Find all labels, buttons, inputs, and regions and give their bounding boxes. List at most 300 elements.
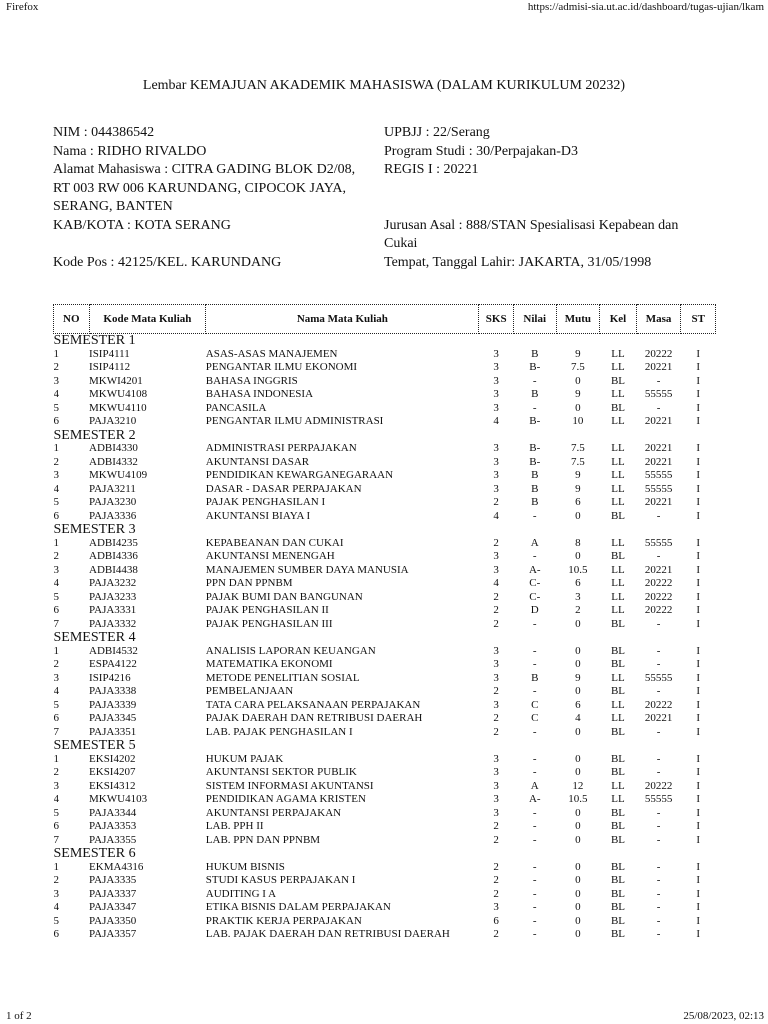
kodepos-field: Kode Pos : 42125/KEL. KARUNDANG	[53, 254, 282, 270]
row-no: 7	[53, 725, 59, 738]
row-nilai: -	[532, 617, 537, 630]
row-nama: MANAJEMEN SUMBER DAYA MANUSIA	[205, 563, 409, 576]
row-sks: 3	[493, 374, 499, 387]
row-no: 4	[53, 388, 59, 400]
row-nama: PAJAK PENGHASILAN III	[205, 617, 333, 630]
row-mutu: 0	[575, 509, 581, 522]
nama-field: Nama : RIDHO RIVALDO	[53, 143, 207, 159]
table-row	[54, 915, 716, 929]
row-masa: -	[656, 860, 661, 873]
header-masa: Masa	[636, 305, 681, 334]
print-header	[6, 1, 764, 13]
row-mutu: 0	[575, 617, 581, 630]
document-title: Lembar KEMAJUAN AKADEMIK MAHASISWA (DALAM KURIKULUM 20232)	[142, 78, 626, 93]
semester-header-row	[54, 847, 716, 861]
spacer	[384, 180, 719, 217]
row-no: 1	[53, 347, 59, 360]
row-nama: AKUNTANSI DASAR	[205, 455, 310, 468]
row-masa: 20221	[644, 442, 673, 454]
row-masa: -	[656, 658, 661, 670]
row-no: 1	[53, 644, 59, 657]
table-row	[54, 807, 716, 821]
row-no: 2	[53, 874, 59, 886]
row-st: I	[696, 887, 701, 900]
row-kode: ADBI4332	[89, 455, 138, 468]
row-kel: LL	[611, 415, 625, 427]
row-nama: LAB. PAJAK PENGHASILAN I	[205, 725, 353, 738]
row-sks: 3	[493, 779, 499, 792]
row-kel: LL	[611, 361, 625, 373]
row-nilai: A	[530, 536, 539, 549]
row-nilai: -	[532, 928, 537, 940]
row-kel: BL	[610, 725, 626, 738]
row-mutu: 10.5	[568, 793, 588, 805]
row-nilai: -	[532, 401, 537, 414]
row-mutu: 0	[575, 725, 581, 738]
row-st: I	[696, 806, 701, 819]
jurusan-line-2: Cukai	[384, 236, 418, 251]
row-nilai: B-	[529, 455, 541, 468]
row-masa: -	[656, 901, 661, 913]
row-nilai: -	[532, 509, 537, 522]
row-no: 6	[53, 820, 59, 832]
table-row	[54, 753, 716, 767]
row-no: 5	[53, 590, 59, 603]
row-mutu: 0	[575, 820, 581, 832]
semester-label: SEMESTER 6	[53, 847, 136, 861]
row-kode: ADBI4235	[89, 536, 138, 549]
row-kel: LL	[611, 482, 625, 495]
row-no: 3	[53, 671, 59, 684]
row-st: I	[696, 779, 701, 792]
row-kel: BL	[610, 509, 626, 522]
row-no: 2	[53, 550, 59, 562]
row-sks: 4	[493, 577, 499, 589]
row-st: I	[696, 374, 701, 387]
row-st: I	[696, 658, 701, 670]
row-kode: ESPA4122	[89, 658, 137, 670]
row-nama: HUKUM BISNIS	[205, 860, 285, 873]
row-mutu: 0	[575, 752, 581, 765]
row-nama: TATA CARA PELAKSANAAN PERPAJAKAN	[205, 698, 421, 711]
table-row	[54, 483, 716, 497]
row-st: I	[696, 698, 701, 711]
table-row	[54, 928, 716, 942]
row-nilai: C-	[529, 577, 541, 589]
row-sks: 2	[493, 496, 499, 508]
row-nama: AKUNTANSI BIAYA I	[205, 509, 311, 522]
row-kel: BL	[610, 860, 626, 873]
row-sks: 2	[493, 604, 499, 616]
row-masa: -	[656, 833, 661, 846]
table-header-row	[54, 305, 716, 334]
row-nilai: D	[530, 604, 539, 616]
row-st: I	[696, 442, 701, 454]
row-mutu: 10	[572, 415, 584, 427]
row-no: 3	[53, 563, 59, 576]
row-mutu: 0	[575, 374, 581, 387]
row-st: I	[696, 590, 701, 603]
table-row	[54, 874, 716, 888]
row-nama: AKUNTANSI MENENGAH	[205, 550, 335, 562]
row-nilai: -	[532, 887, 537, 900]
row-kel: BL	[610, 752, 626, 765]
row-sks: 3	[493, 469, 499, 481]
row-no: 6	[53, 928, 59, 940]
row-kel: BL	[610, 928, 626, 940]
row-kode: PAJA3338	[89, 685, 137, 697]
row-masa: -	[656, 874, 661, 886]
row-sks: 3	[493, 482, 499, 495]
row-st: I	[696, 901, 701, 913]
table-row	[54, 820, 716, 834]
row-kode: ISIP4112	[89, 361, 131, 373]
table-row	[54, 793, 716, 807]
table-row	[54, 388, 716, 402]
row-kode: ADBI4438	[89, 563, 138, 576]
row-sks: 2	[493, 590, 499, 603]
row-mutu: 0	[575, 806, 581, 819]
row-nilai: -	[532, 374, 537, 387]
row-nilai: B	[531, 482, 539, 495]
row-nama: PPN DAN PPNBM	[205, 577, 293, 589]
row-kode: ADBI4330	[89, 442, 138, 454]
row-st: I	[696, 671, 701, 684]
table-row	[54, 456, 716, 470]
row-nama: LAB. PPH II	[205, 820, 264, 832]
row-nilai: -	[532, 806, 537, 819]
semester-label: SEMESTER 3	[53, 523, 136, 537]
row-sks: 3	[493, 806, 499, 819]
table-row	[54, 699, 716, 713]
row-no: 1	[53, 860, 59, 873]
row-masa: -	[656, 685, 661, 697]
student-info-right	[384, 124, 719, 272]
row-sks: 2	[493, 833, 499, 846]
row-mutu: 7.5	[571, 455, 585, 468]
row-no: 5	[53, 401, 59, 414]
row-st: I	[696, 536, 701, 549]
row-kode: PAJA3337	[89, 887, 137, 900]
row-nilai: A-	[528, 563, 541, 576]
row-masa: -	[656, 644, 661, 657]
semester-label: SEMESTER 5	[53, 739, 136, 753]
row-st: I	[696, 617, 701, 630]
row-st: I	[696, 361, 701, 373]
table-row	[54, 685, 716, 699]
row-nilai: -	[532, 685, 537, 697]
row-st: I	[696, 820, 701, 832]
regis-field: REGIS I : 20221	[384, 162, 479, 177]
row-masa: -	[656, 617, 661, 630]
nim-field: NIM : 044386542	[53, 125, 155, 140]
row-st: I	[696, 914, 701, 927]
row-kel: BL	[610, 766, 626, 778]
row-nama: PENGANTAR ILMU ADMINISTRASI	[205, 415, 384, 427]
header-no: NO	[54, 305, 90, 334]
row-nilai: A	[530, 779, 539, 792]
row-kel: BL	[610, 401, 626, 414]
row-sks: 2	[493, 617, 499, 630]
row-kel: LL	[611, 590, 625, 603]
row-mutu: 0	[575, 887, 581, 900]
row-kode: PAJA3351	[89, 725, 137, 738]
row-sks: 2	[493, 820, 499, 832]
table-row	[54, 415, 716, 429]
row-nama: PAJAK BUMI DAN BANGUNAN	[205, 590, 363, 603]
row-kel: LL	[611, 388, 625, 400]
row-kel: BL	[610, 617, 626, 630]
row-kel: LL	[611, 563, 625, 576]
row-st: I	[696, 347, 701, 360]
row-kode: EKSI4312	[89, 779, 136, 792]
row-kode: PAJA3350	[89, 914, 137, 927]
row-masa: -	[656, 725, 661, 738]
jurusan-line-1: Jurusan Asal : 888/STAN Spesialisasi Kepabean dan	[384, 217, 679, 233]
row-sks: 3	[493, 388, 499, 400]
row-nilai: B-	[529, 415, 541, 427]
row-masa: 20221	[644, 496, 673, 508]
row-masa: 55555	[644, 793, 673, 805]
row-kode: MKWU4109	[89, 469, 148, 481]
row-kel: BL	[610, 887, 626, 900]
row-sks: 3	[493, 442, 499, 454]
prodi-field: Program Studi : 30/Perpajakan-D3	[384, 143, 579, 159]
row-mutu: 6	[575, 577, 581, 589]
row-kode: PAJA3357	[89, 928, 137, 940]
alamat-line-3: SERANG, BANTEN	[53, 199, 173, 214]
row-nilai: B	[531, 347, 539, 360]
row-kode: PAJA3339	[89, 698, 137, 711]
row-nama: ANALISIS LAPORAN KEUANGAN	[205, 644, 376, 657]
row-sks: 3	[493, 401, 499, 414]
table-row	[54, 591, 716, 605]
row-sks: 3	[493, 361, 499, 373]
row-nilai: C	[531, 712, 539, 724]
row-kode: PAJA3332	[89, 617, 137, 630]
browser-name: Firefox	[6, 1, 39, 13]
row-mutu: 0	[575, 401, 581, 414]
row-nama: SISTEM INFORMASI AKUNTANSI	[205, 779, 374, 792]
row-nama: MATEMATIKA EKONOMI	[205, 658, 333, 670]
row-kel: BL	[610, 820, 626, 832]
row-nilai: -	[532, 644, 537, 657]
row-kode: PAJA3344	[89, 806, 137, 819]
row-no: 5	[53, 806, 59, 819]
table-row	[54, 766, 716, 780]
row-st: I	[696, 401, 701, 414]
row-nilai: -	[532, 658, 537, 670]
header-nilai: Nilai	[513, 305, 556, 334]
row-masa: 55555	[644, 388, 673, 400]
header-kel: Kel	[600, 305, 637, 334]
row-kel: BL	[610, 914, 626, 927]
row-kode: MKWU4103	[89, 793, 148, 805]
row-no: 6	[53, 712, 59, 724]
row-nilai: A-	[528, 793, 541, 805]
table-row	[54, 537, 716, 551]
row-mutu: 0	[575, 644, 581, 657]
row-nilai: B	[531, 496, 539, 508]
row-st: I	[696, 833, 701, 846]
row-mutu: 2	[575, 604, 581, 616]
kabkota-field: KAB/KOTA : KOTA SERANG	[53, 217, 231, 233]
row-sks: 3	[493, 766, 499, 778]
table-row	[54, 712, 716, 726]
row-nilai: -	[532, 550, 537, 562]
row-st: I	[696, 604, 701, 616]
row-kel: LL	[611, 442, 625, 454]
row-nama: PENDIDIKAN KEWARGANEGARAAN	[205, 469, 394, 481]
row-nama: PAJAK PENGHASILAN I	[205, 496, 326, 508]
row-sks: 3	[493, 658, 499, 670]
row-masa: -	[656, 752, 661, 765]
row-kode: PAJA3331	[89, 604, 137, 616]
row-no: 4	[53, 482, 59, 495]
row-kel: LL	[611, 793, 625, 805]
table-row	[54, 469, 716, 483]
semester-header-row	[54, 631, 716, 645]
row-masa: -	[656, 550, 661, 562]
row-nilai: -	[532, 914, 537, 927]
row-sks: 2	[493, 874, 499, 886]
header-st: ST	[681, 305, 716, 334]
row-mutu: 9	[575, 347, 581, 360]
row-mutu: 7.5	[571, 361, 585, 373]
row-nama: KEPABEANAN DAN CUKAI	[205, 536, 344, 549]
row-no: 2	[53, 658, 59, 670]
row-mutu: 12	[572, 779, 584, 792]
row-mutu: 0	[575, 914, 581, 927]
row-mutu: 9	[575, 482, 581, 495]
row-mutu: 9	[575, 469, 581, 481]
row-kode: PAJA3336	[89, 509, 137, 522]
ttl-field: Tempat, Tanggal Lahir: JAKARTA, 31/05/1998	[384, 254, 652, 270]
row-sks: 3	[493, 793, 499, 805]
row-st: I	[696, 482, 701, 495]
row-no: 6	[53, 604, 59, 616]
row-kel: BL	[610, 685, 626, 697]
row-kel: BL	[610, 374, 626, 387]
row-mutu: 6	[575, 496, 581, 508]
row-kode: ISIP4216	[89, 671, 131, 684]
row-nilai: -	[532, 860, 537, 873]
row-kel: BL	[610, 874, 626, 886]
row-no: 1	[53, 752, 59, 765]
row-masa: 20222	[644, 604, 673, 616]
grades-table	[53, 304, 716, 942]
row-nama: PAJAK DAERAH DAN RETRIBUSI DAERAH	[205, 712, 423, 724]
row-sks: 3	[493, 901, 499, 913]
row-kode: PAJA3211	[89, 482, 136, 495]
table-row	[54, 604, 716, 618]
row-nilai: -	[532, 874, 537, 886]
row-kel: BL	[610, 658, 626, 670]
alamat-line-1: Alamat Mahasiswa : CITRA GADING BLOK D2/08,	[53, 162, 356, 177]
row-sks: 3	[493, 347, 499, 360]
row-sks: 2	[493, 712, 499, 724]
row-nilai: B	[531, 671, 539, 684]
row-nilai: -	[532, 820, 537, 832]
row-nilai: -	[532, 752, 537, 765]
table-row	[54, 361, 716, 375]
row-masa: -	[656, 374, 661, 387]
row-no: 3	[53, 779, 59, 792]
row-no: 4	[53, 577, 59, 589]
table-row	[54, 442, 716, 456]
row-mutu: 0	[575, 550, 581, 562]
row-masa: 20222	[644, 577, 673, 589]
row-kode: PAJA3233	[89, 590, 137, 603]
row-nilai: -	[532, 766, 537, 778]
row-masa: -	[656, 401, 661, 414]
header-kode: Kode Mata Kuliah	[89, 305, 206, 334]
row-nama: PANCASILA	[205, 401, 267, 414]
row-nilai: B-	[529, 361, 541, 373]
row-sks: 2	[493, 685, 499, 697]
print-datetime: 25/08/2023, 02:13	[683, 1010, 764, 1022]
row-masa: 20222	[644, 698, 673, 711]
row-kel: BL	[610, 806, 626, 819]
row-st: I	[696, 469, 701, 481]
row-mutu: 9	[575, 671, 581, 684]
row-sks: 3	[493, 752, 499, 765]
row-mutu: 4	[575, 712, 581, 724]
row-kode: MKWU4110	[89, 401, 147, 414]
row-kode: MKWU4108	[89, 388, 148, 400]
row-masa: 20221	[644, 712, 673, 724]
table-row	[54, 496, 716, 510]
row-mutu: 8	[575, 536, 581, 549]
row-st: I	[696, 415, 701, 427]
row-no: 2	[53, 455, 59, 468]
row-sks: 3	[493, 563, 499, 576]
row-no: 5	[53, 914, 59, 927]
row-no: 1	[53, 536, 59, 549]
row-no: 7	[53, 833, 59, 846]
row-nama: LAB. PPN DAN PPNBM	[205, 833, 321, 846]
table-row	[54, 510, 716, 524]
row-mutu: 0	[575, 860, 581, 873]
row-sks: 3	[493, 550, 499, 562]
row-nama: METODE PENELITIAN SOSIAL	[205, 671, 360, 684]
row-sks: 4	[493, 509, 499, 522]
row-kode: ADBI4532	[89, 644, 138, 657]
row-no: 2	[53, 766, 59, 778]
row-mutu: 0	[575, 766, 581, 778]
row-st: I	[696, 712, 701, 724]
row-nama: ETIKA BISNIS DALAM PERPAJAKAN	[205, 901, 391, 913]
row-nilai: -	[532, 725, 537, 738]
table-row	[54, 834, 716, 848]
row-st: I	[696, 766, 701, 778]
row-kel: LL	[611, 604, 625, 616]
row-nama: PENGANTAR ILMU EKONOMI	[205, 361, 358, 373]
row-masa: -	[656, 928, 661, 940]
row-no: 3	[53, 374, 59, 387]
row-kode: EKSI4207	[89, 766, 136, 778]
row-sks: 2	[493, 928, 499, 940]
table-row	[54, 726, 716, 740]
row-kel: BL	[610, 644, 626, 657]
row-no: 6	[53, 415, 59, 427]
row-kode: ISIP4111	[89, 347, 130, 360]
row-no: 5	[53, 698, 59, 711]
row-masa: 20221	[644, 415, 673, 427]
semester-label: SEMESTER 1	[53, 333, 136, 348]
row-sks: 3	[493, 644, 499, 657]
row-nama: BAHASA INDONESIA	[205, 388, 314, 400]
